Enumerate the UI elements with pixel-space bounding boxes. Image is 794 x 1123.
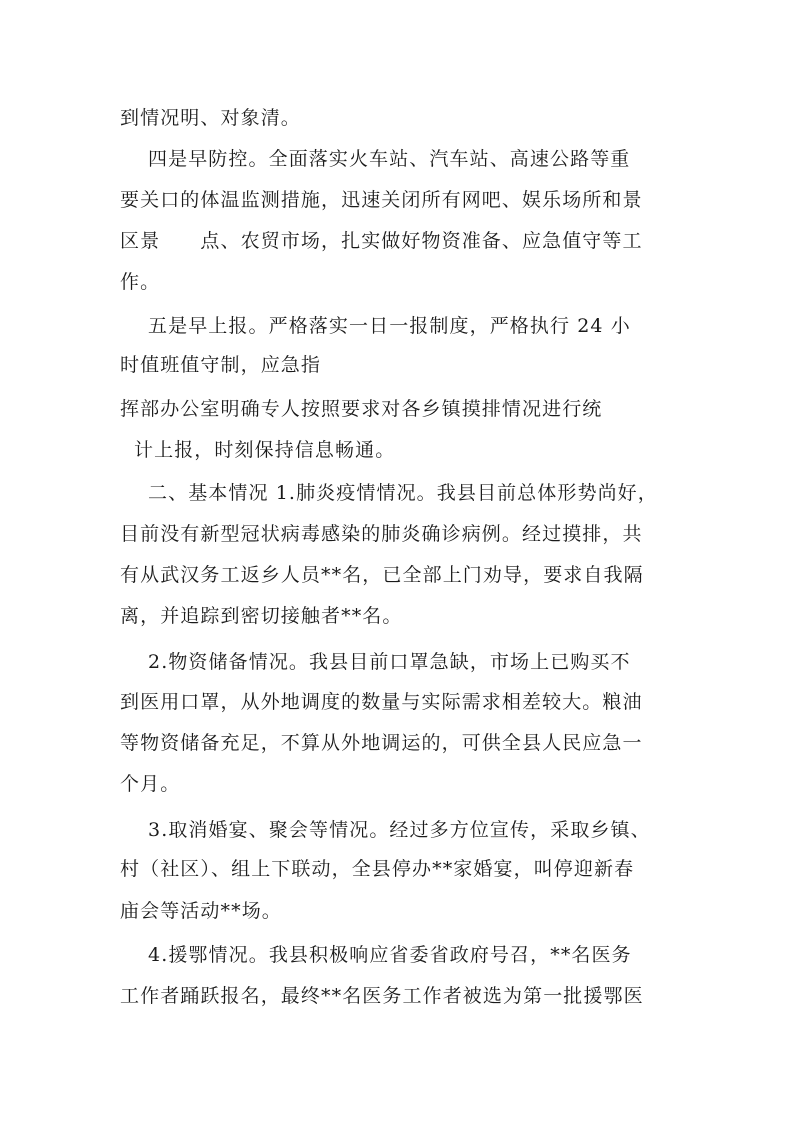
text-line: 离，并追踪到密切接触者**名。: [120, 605, 403, 627]
text-line: 个月。: [120, 773, 181, 795]
paragraph-5-first-line: 五是早上报。严格落实一日一报制度，严格执行 24 小: [148, 315, 631, 337]
text-line: 要关口的体温监测措施，迅速关闭所有网吧、娱乐场所和景: [120, 189, 643, 211]
text-line: 区景 点、农贸市场，扎实做好物资准备、应急值守等工: [120, 230, 643, 252]
text-line: 计上报，时刻保持信息畅通。: [134, 439, 396, 461]
text-line: 有从武汉务工返乡人员**名，已全部上门劝导，要求自我隔: [120, 564, 644, 586]
paragraph-4-first-line: 四是早防控。全面落实火车站、汽车站、高速公路等重: [148, 148, 631, 170]
item-2-first-line: 2.物资储备情况。我县目前口罩急缺，市场上已购买不: [148, 651, 631, 673]
item-3-first-line: 3.取消婚宴、聚会等情况。经过多方位宣传，采取乡镇、: [148, 819, 651, 841]
text-line: 村（社区）、组上下联动，全县停办**家婚宴，叫停迎新春: [120, 858, 635, 880]
item-4-first-line: 4.援鄂情况。我县积极响应省委省政府号召，**名医务: [148, 944, 632, 966]
text-line: 工作者踊跃报名，最终**名医务工作者被选为第一批援鄂医: [120, 985, 644, 1007]
text-line: 等物资储备充足，不算从外地调运的，可供全县人民应急一: [120, 732, 643, 754]
text-line: 目前没有新型冠状病毒感染的肺炎确诊病例。经过摸排，共: [120, 523, 643, 545]
section-2-heading-line: 二、基本情况 1.肺炎疫情情况。我县目前总体形势尚好，: [148, 482, 658, 504]
text-line: 庙会等活动**场。: [120, 900, 282, 922]
text-line: 作。: [120, 271, 161, 293]
text-line: 时值班值守制，应急指: [120, 354, 322, 376]
text-line: 到医用口罩，从外地调度的数量与实际需求相差较大。粮油: [120, 691, 643, 713]
text-line: 挥部办公室明确专人按照要求对各乡镇摸排情况进行统: [120, 398, 603, 420]
text-line: 到情况明、对象清。: [120, 107, 301, 129]
